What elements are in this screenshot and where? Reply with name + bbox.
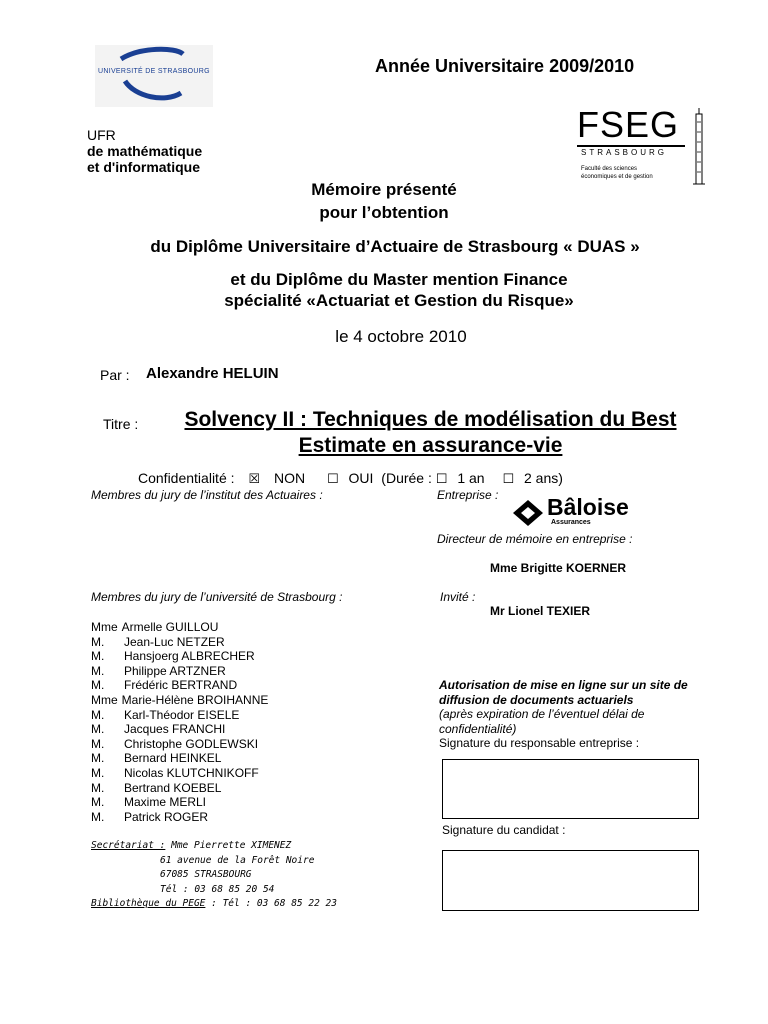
invite-name: Mr Lionel TEXIER — [490, 604, 591, 618]
title-line-3: du Diplôme Universitaire d’Actuaire de Strasbourg « DUAS » — [150, 237, 640, 256]
thesis-title-line-1: Solvency II : Techniques de modélisation du Best — [184, 408, 677, 431]
cathedral-icon — [689, 108, 709, 186]
jury-member-name: Bertrand KOEBEL — [124, 780, 222, 795]
signature-candidat-box[interactable] — [442, 850, 699, 911]
jury-member — [91, 795, 206, 809]
secretariat-block — [91, 839, 337, 912]
directeur-name: Mme Brigitte KOERNER — [490, 561, 627, 575]
baloise-logo-mark — [511, 499, 545, 527]
secretariat-name: Mme Pierrette XIMENEZ — [171, 840, 292, 851]
jury-member-name: Nicolas KLUTCHNIKOFF — [124, 766, 259, 780]
jury-member-name: Jacques FRANCHI — [124, 722, 226, 737]
ufr-line-2: de mathématique — [87, 143, 203, 159]
jury-member-name: Bernard HEINKEL — [124, 751, 222, 766]
oui-checkbox[interactable]: ☐ — [326, 472, 339, 487]
jury-member-title: M. — [91, 736, 105, 751]
confidentiality-row — [138, 470, 563, 487]
jury-member-name: Armelle GUILLOU — [121, 620, 219, 634]
jury-member-title: Mme — [91, 693, 118, 707]
jury-member-title: M. — [91, 766, 105, 780]
jury-member-title: M. — [91, 751, 105, 766]
jury-member — [91, 649, 255, 663]
jury-member-title: M. — [91, 634, 105, 649]
jury-member — [91, 693, 268, 707]
ufr-line-3: et d'informatique — [87, 159, 200, 175]
directeur-label: Directeur de mémoire en entreprise : — [437, 532, 633, 546]
jury-member — [91, 620, 218, 634]
thesis-label: Titre : — [103, 416, 139, 432]
authorization-line-2: diffusion de documents actuariels — [439, 692, 634, 707]
non-checkbox[interactable]: ☒ — [248, 472, 261, 487]
jury-member-title: M. — [91, 795, 105, 810]
jury-member — [91, 635, 225, 649]
library-phone: : Tél : 03 68 85 22 23 — [211, 898, 337, 909]
two-years-checkbox[interactable]: ☐ — [502, 472, 515, 487]
jury-university-label: Membres du jury de l’université de Strasbourg : — [91, 590, 343, 604]
jury-member-title: Mme — [91, 620, 118, 634]
fseg-logo-sub: STRASBOURG — [581, 148, 668, 157]
fseg-logo — [575, 106, 710, 188]
jury-member-name: Hansjoerg ALBRECHER — [124, 649, 255, 664]
jury-member-name: Patrick ROGER — [124, 809, 209, 824]
jury-member-name: Frédéric BERTRAND — [124, 678, 238, 693]
author-name: Alexandre HELUIN — [146, 365, 279, 382]
entreprise-label: Entreprise : — [437, 488, 499, 502]
signature-entreprise-box[interactable] — [442, 759, 699, 819]
baloise-logo-sub: Assurances — [551, 519, 591, 526]
non-label: NON — [273, 470, 306, 486]
jury-member-name: Philippe ARTZNER — [124, 663, 226, 678]
ufr-line-1: UFR — [87, 127, 116, 143]
jury-member-name: Marie-Hélène BROIHANNE — [121, 693, 269, 707]
jury-member-title: M. — [91, 722, 105, 737]
thesis-title-line-2: Estimate en assurance-vie — [298, 434, 563, 457]
authorization-block — [439, 678, 688, 751]
jury-member — [91, 751, 221, 765]
author-label: Par : — [100, 367, 130, 383]
jury-member — [91, 678, 237, 692]
secretariat-address-2: 67085 STRASBOURG — [160, 869, 252, 880]
jury-member-name: Karl-Théodor EISELE — [124, 707, 240, 722]
jury-actuaires-label: Membres du jury de l’institut des Actuaires : — [91, 488, 323, 502]
title-line-4: et du Diplôme du Master mention Finance — [230, 270, 568, 289]
jury-member-name: Christophe GODLEWSKI — [124, 736, 259, 751]
fseg-logo-underline — [577, 145, 685, 147]
fseg-logo-main: FSEG — [577, 104, 680, 145]
authorization-line-4: confidentialité) — [439, 721, 517, 736]
secretariat-phone: Tél : 03 68 85 20 54 — [160, 883, 275, 895]
jury-member-title: M. — [91, 649, 105, 664]
invite-label: Invité : — [440, 590, 476, 604]
jury-member-name: Jean-Luc NETZER — [124, 634, 225, 649]
authorization-line-3: (après expiration de l’éventuel délai de — [439, 707, 645, 721]
title-line-5: spécialité «Actuariat et Gestion du Risque» — [224, 291, 574, 310]
jury-member — [91, 766, 259, 780]
university-logo-mark — [95, 45, 213, 107]
defense-date: le 4 octobre 2010 — [335, 327, 467, 346]
jury-member — [91, 722, 225, 736]
jury-member — [91, 737, 258, 751]
jury-member-title: M. — [91, 809, 105, 824]
one-year-label: 1 an — [457, 470, 485, 486]
duree-label: (Durée : — [381, 470, 432, 486]
baloise-logo — [511, 494, 639, 529]
fseg-logo-caption-2: économiques et de gestion — [581, 174, 653, 180]
jury-member-title: M. — [91, 678, 105, 693]
signature-candidat-label: Signature du candidat : — [442, 823, 566, 837]
library-label: Bibliothèque du PEGE — [91, 898, 206, 909]
one-year-checkbox[interactable]: ☐ — [435, 472, 448, 487]
jury-member-title: M. — [91, 780, 105, 795]
title-line-1: Mémoire présenté — [311, 180, 457, 199]
jury-member-title: M. — [91, 707, 105, 722]
jury-member — [91, 664, 226, 678]
university-logo — [95, 45, 213, 107]
authorization-line-1: Autorisation de mise en ligne sur un site de — [439, 678, 688, 692]
signature-entreprise-label: Signature du responsable entreprise : — [439, 736, 640, 750]
jury-member — [91, 781, 221, 795]
ufr-block — [87, 127, 202, 175]
two-years-label: 2 ans) — [524, 470, 563, 486]
baloise-logo-name: Bâloise — [547, 494, 629, 520]
secretariat-address-1: 61 avenue de la Forêt Noire — [160, 854, 315, 866]
jury-member — [91, 708, 239, 722]
fseg-logo-caption-1: Faculté des sciences — [581, 166, 638, 172]
oui-label: OUI — [348, 470, 374, 486]
confidentiality-label: Confidentialité : — [138, 470, 235, 486]
university-logo-text: UNIVERSITÉ DE STRASBOURG — [98, 68, 210, 75]
jury-member-title: M. — [91, 663, 105, 678]
secretariat-label: Secrétariat : — [91, 840, 166, 851]
academic-year: Année Universitaire 2009/2010 — [375, 56, 635, 76]
title-line-2: pour l’obtention — [319, 203, 449, 222]
jury-member — [91, 810, 208, 824]
jury-member-name: Maxime MERLI — [124, 795, 207, 810]
